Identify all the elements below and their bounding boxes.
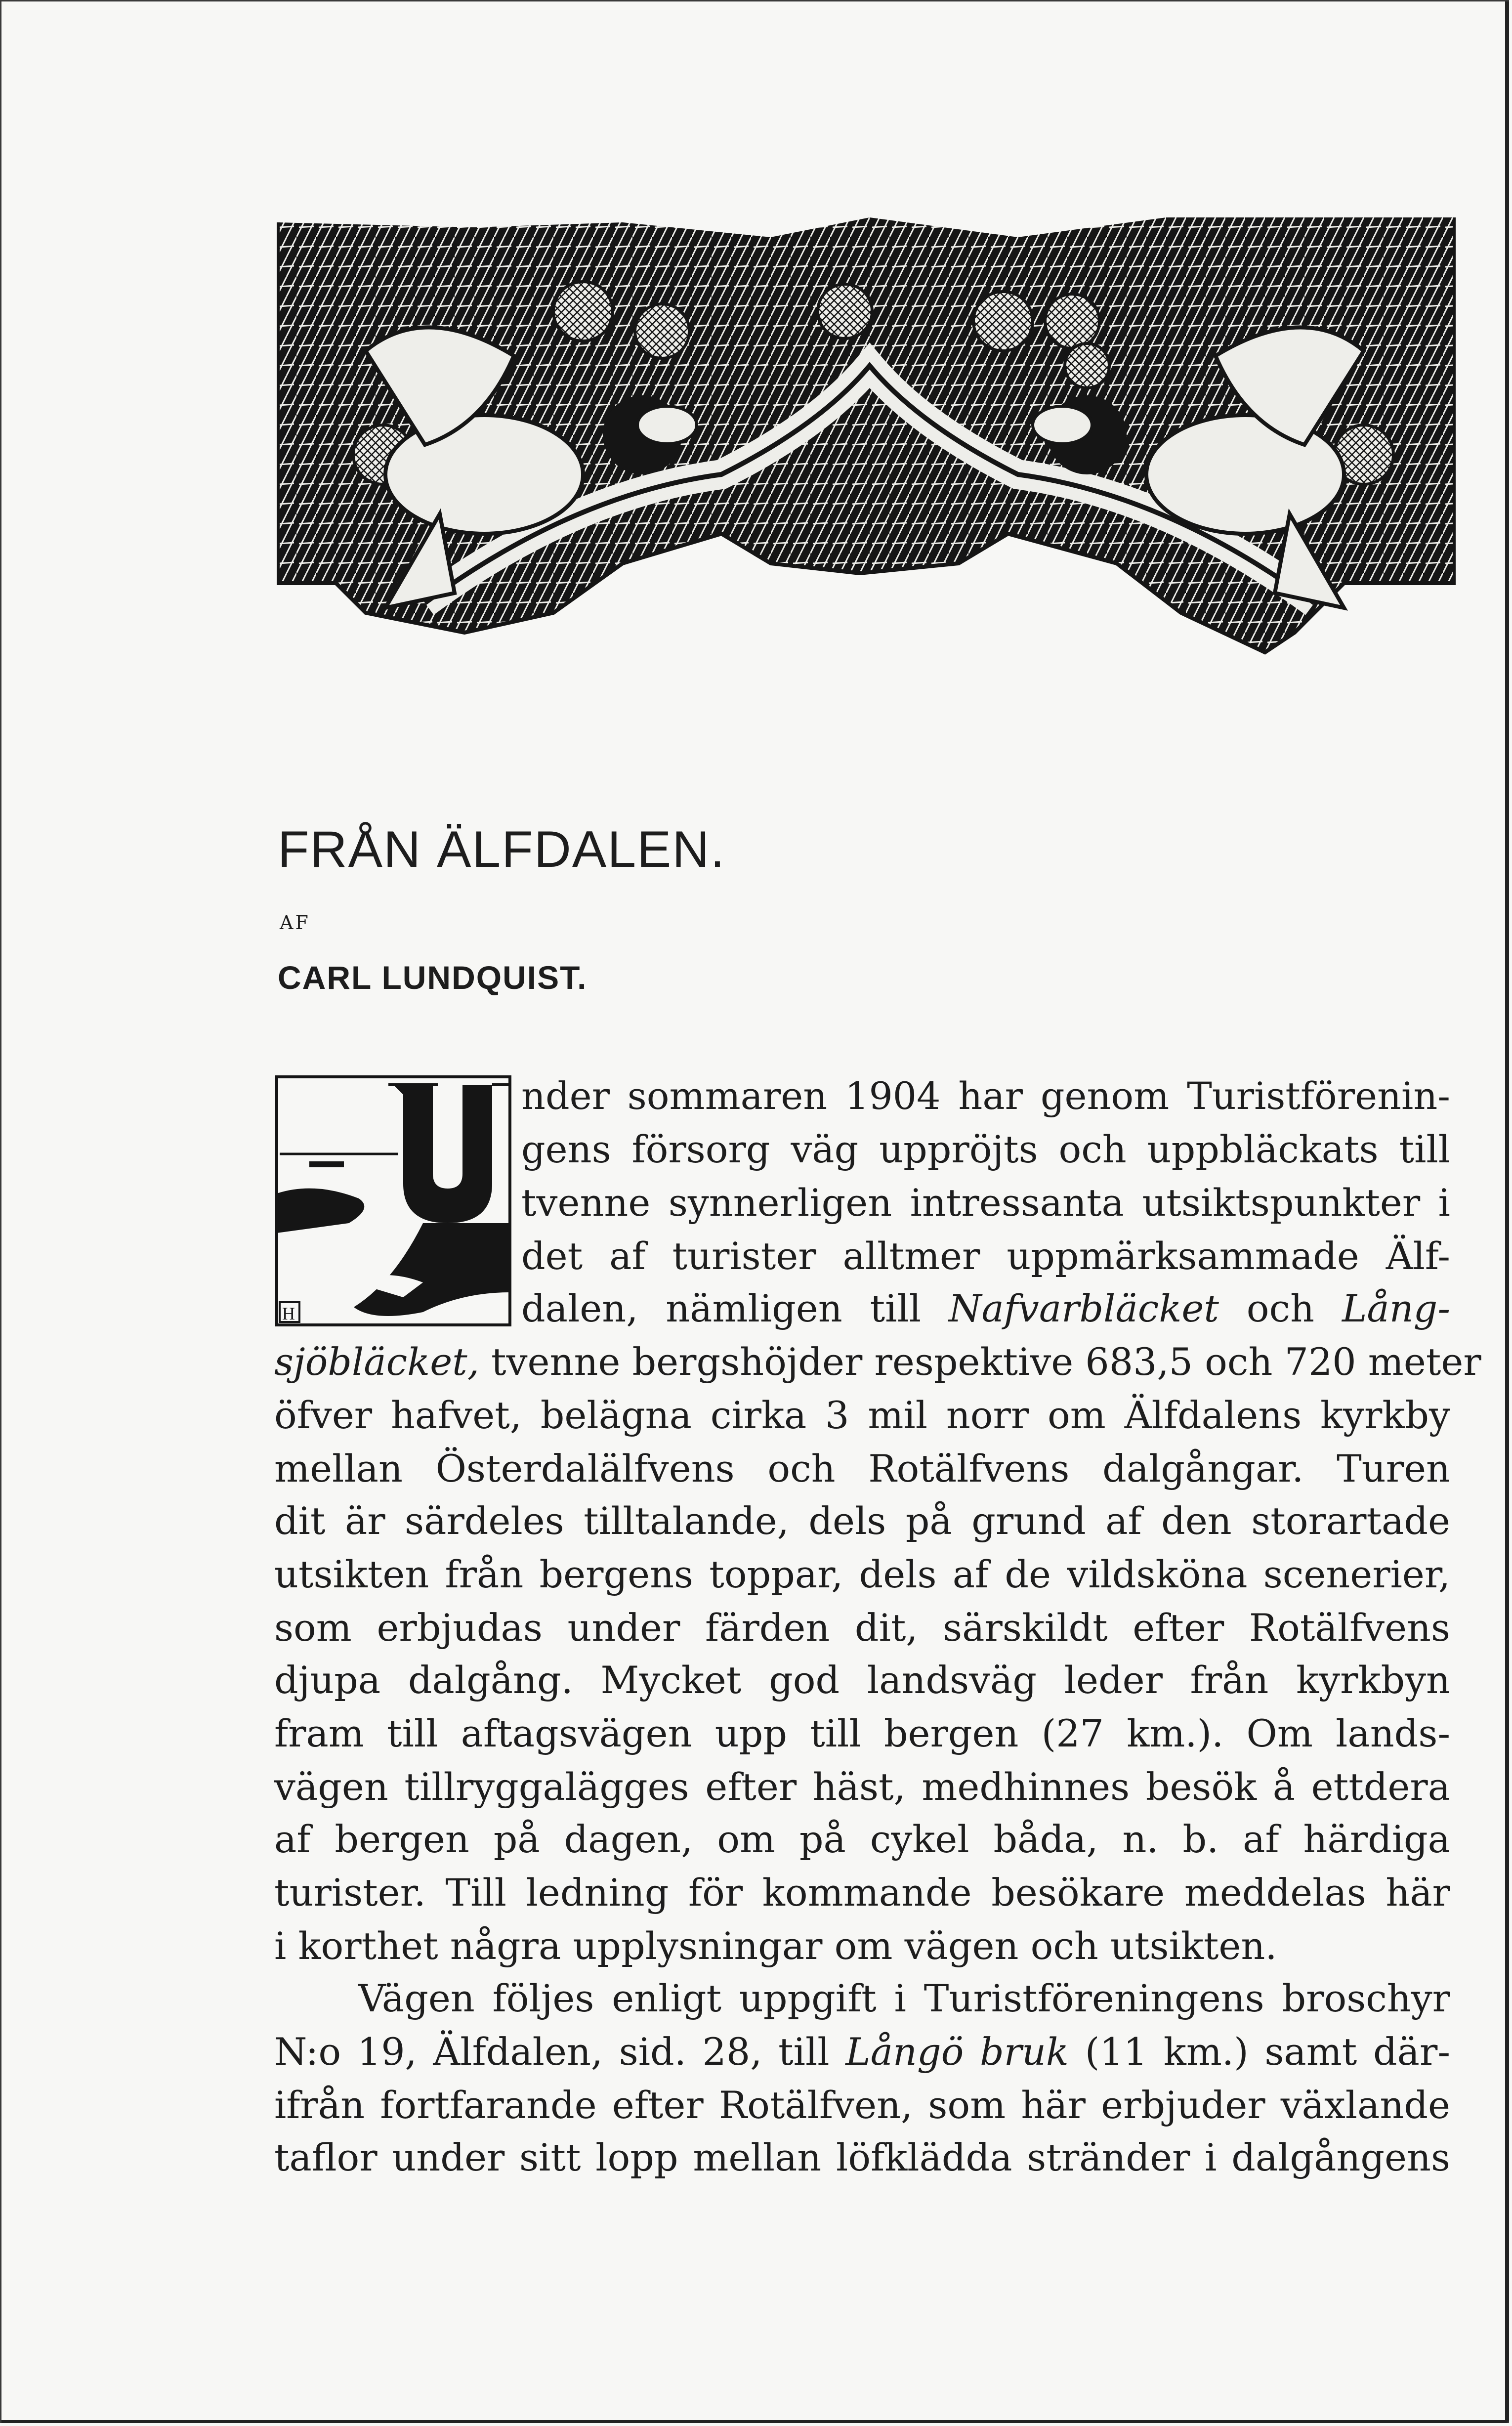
text-line-6: sjöbläcket, tvenne bergshöjder respektive 683,5 och 720 meter xyxy=(274,1340,1481,1384)
text-line-1: nder sommaren 1904 har genom Turistförenin- xyxy=(521,1074,1450,1118)
text-line-4: det af turister alltmer uppmärksammade Älf- xyxy=(521,1234,1450,1278)
text-line-20: ifrån fortfarande efter Rotälfven, som här erbjuder växlande xyxy=(274,2083,1450,2127)
text-line-2: gens försorg väg uppröjts och uppbläckats till xyxy=(521,1127,1450,1171)
birds-and-pine-branches-ornament-icon xyxy=(277,217,1456,662)
text-line-13: fram till aftagsvägen upp till bergen (27 km.). Om lands- xyxy=(274,1711,1450,1755)
text-line-5: dalen, nämligen till Nafvarbläcket och Lång- xyxy=(521,1286,1451,1330)
text-line-14: vägen tillryggalägges efter häst, medhinnes besök å ettdera xyxy=(274,1765,1450,1809)
text-line-16: turister. Till ledning för kommande besökare meddelas här xyxy=(274,1871,1450,1915)
text-line-10: utsikten från bergens toppar, dels af de vildsköna scenerier, xyxy=(274,1552,1450,1596)
text-line-8: mellan Österdalälfvens och Rotälfvens dalgångar. Turen xyxy=(274,1447,1450,1490)
monogram-text: H xyxy=(282,1304,295,1323)
text-line-7: öfver hafvet, belägna cirka 3 mil norr om Älfdalens kyrkby xyxy=(274,1393,1450,1437)
text-line-17: i korthet några upplysningar om vägen och utsikten. xyxy=(274,1924,1277,1968)
text-line-21: taflor under sitt lopp mellan löfklädda stränder i dalgångens xyxy=(274,2135,1450,2179)
text-line-12: djupa dalgång. Mycket god landsväg leder från kyrkbyn xyxy=(274,1658,1450,1702)
text-line-9: dit är särdeles tilltalande, dels på grund af den storartade xyxy=(274,1499,1450,1543)
text-line-11: som erbjudas under färden dit, särskildt efter Rotälfvens xyxy=(274,1606,1450,1650)
text-line-15: af bergen på dagen, om på cykel båda, n. b. af härdiga xyxy=(274,1817,1450,1861)
text-line-18: Vägen följes enligt uppgift i Turistföreningens broschyr xyxy=(358,1976,1450,2020)
text-line-3: tvenne synnerligen intressanta utsiktspunkter i xyxy=(521,1181,1450,1225)
author-name: CARL LUNDQUIST. xyxy=(278,959,588,996)
initial-u-landscape-icon xyxy=(275,1075,512,1327)
article-title: FRÅN ÄLFDALEN. xyxy=(278,821,726,878)
text-line-19: N:o 19, Älfdalen, sid. 28, till Långö bruk (11 km.) samt där- xyxy=(274,2030,1451,2074)
byline-prefix: AF xyxy=(280,912,310,934)
